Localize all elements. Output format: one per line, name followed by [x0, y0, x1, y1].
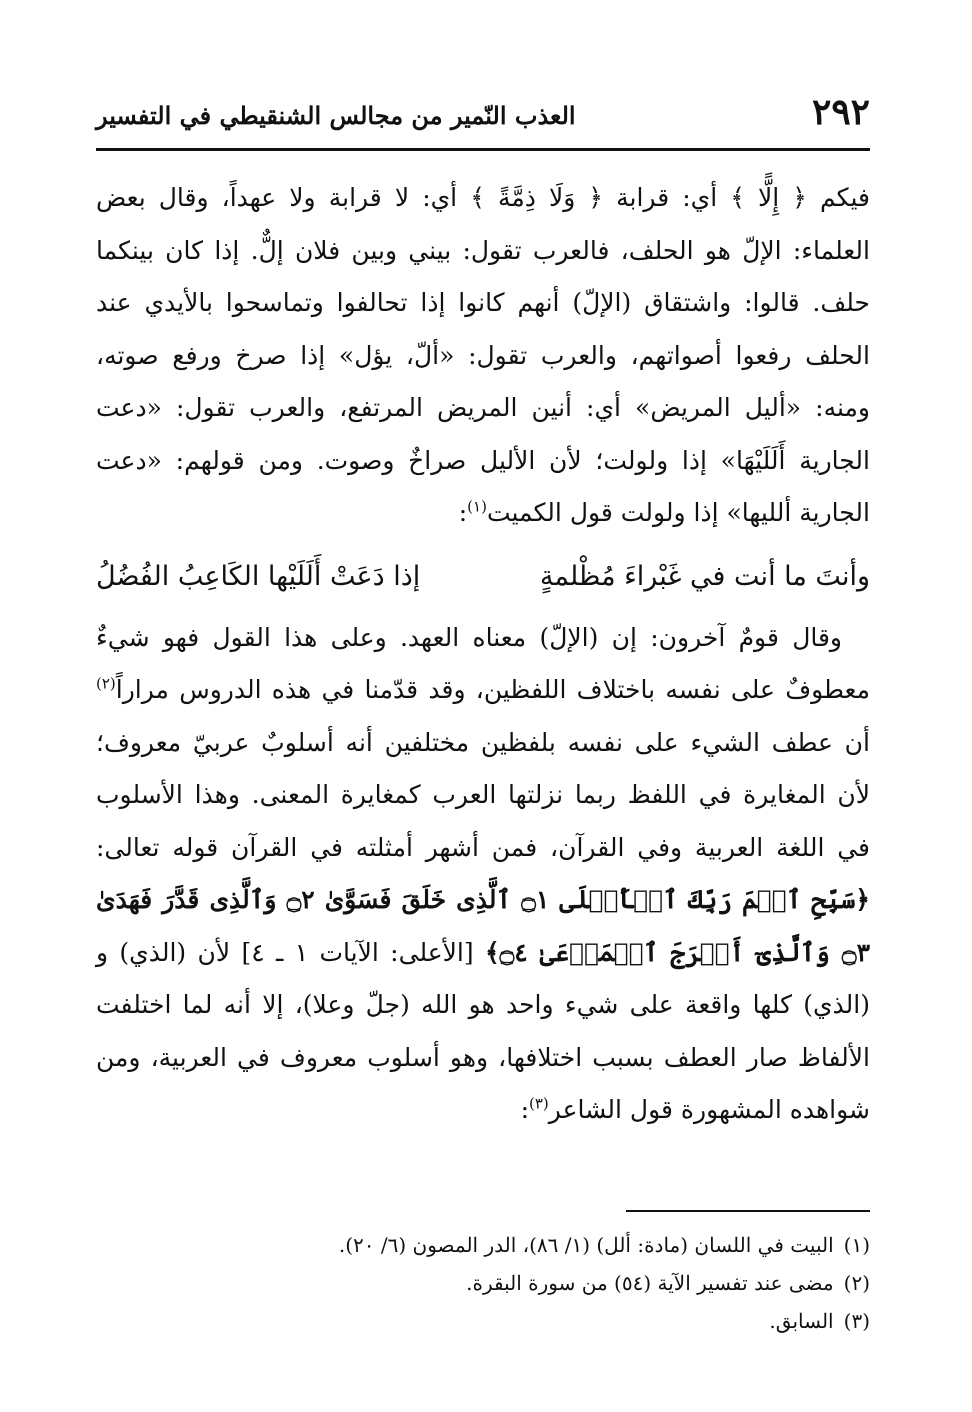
running-title: العذب النّمير من مجالس الشنقيطي في التفسير [96, 101, 576, 130]
footnote-ref-2: (٢) [96, 674, 116, 693]
book-page [96, 88, 870, 1388]
footnote-2 [96, 1264, 870, 1302]
quran-verses: ﴿سَبِّحِ ٱسۡمَ رَبِّكَ ٱلۡأَعۡلَى ۝١ ٱلَّذِى خَلَقَ فَسَوَّىٰ ۝٢ وَٱلَّذِى قَدَّرَ فَهَدَىٰ ۝٣ وَٱلَّذِىٓ أَخۡرَجَ ٱلۡمَرۡعَىٰ ۝٤﴾ [96, 885, 871, 967]
footnote-ref-3: (٣) [529, 1094, 549, 1113]
footnote-divider [626, 1210, 870, 1212]
poem-first-hemistich: وأنتَ ما أنت في غَبْراءَ مُظْلمةٍ [539, 560, 870, 592]
paragraph-1-end: : [458, 498, 468, 527]
paragraph-2-text-c: [الأعلى: الآيات ١ ـ ٤] لأن (الذي) و (الذي) كلها واقعة على شيء واحد هو الله (جلّ وعلا)، إلا أنه لما اختلفت الألفاظ صار العطف بسبب اختلافها، وهو أسلوب معروف في العربية، ومن شواهده المشهورة قول الشاعر [96, 937, 870, 1124]
paragraph-1-text: فيكم ﴿ إِلًّا ﴾ أي: قرابة ﴿ وَلَا ذِمَّةً ﴾ أي: لا قرابة ولا عهداً، وقال بعض العلماء: الإلّ هو الحلف، فالعرب تقول: بيني وبين فلان إلٌّ. إذا كان بينكما حلف. قالوا: واشتقاق (الإلّ) أنهم كانوا إذا تحالفوا وتماسحوا بالأيدي عند الحلف رفعوا أصواتهم، والعرب تقول: «ألّ، يؤل» إذا صرخ ورفع صوته، ومنه: «أليل المريض» أي: أنين المريض المرتفع، والعرب تقول: «دعت الجارية أَلَلَيْهَا» إذا ولولت؛ لأن الأليل صراخٌ وصوت. ومن قولهم: «دعت الجارية ألليها» إذا ولولت قول الكميت [96, 183, 870, 527]
footnote-text: السابق. [769, 1309, 834, 1333]
paragraph-1 [96, 172, 870, 540]
paragraph-2-text-a: وقال قومٌ آخرون: إن (الإلّ) معناه العهد. وعلى هذا القول فهو شيءٌ معطوفٌ على نفسه باختلاف اللفظين، وقد قدّمنا في هذه الدروس مراراً [96, 622, 870, 704]
main-text [96, 172, 870, 1137]
footnote-number: (٢) [843, 1271, 870, 1295]
paragraph-2 [96, 612, 870, 1137]
header-divider [96, 148, 870, 151]
footnote-text: البيت في اللسان (مادة: ألل) (١/ ٨٦)، الدر المصون (٦/ ٢٠). [338, 1233, 834, 1257]
footnote-1 [96, 1226, 870, 1264]
footnotes [96, 1226, 870, 1340]
footnote-3 [96, 1302, 870, 1340]
footnote-ref-1: (١) [467, 497, 487, 516]
paragraph-2-end: : [520, 1095, 529, 1124]
poem-verse [96, 548, 870, 606]
page-number: ٢٩٢ [811, 91, 870, 133]
footnote-text: مضى عند تفسير الآية (٥٤) من سورة البقرة. [466, 1271, 834, 1295]
footnote-number: (١) [843, 1233, 870, 1257]
paragraph-2-text-b: أن عطف الشيء على نفسه بلفظين مختلفين أنه أسلوبٌ عربيّ معروف؛ لأن المغايرة في اللفظ ربما نزلتها العرب كمغايرة المعنى. وهذا الأسلوب في اللغة العربية وفي القرآن، فمن أشهر أمثلته في القرآن قوله تعالى: [96, 727, 870, 862]
page-header [96, 88, 870, 150]
poem-second-hemistich: إذا دَعَتْ أَلَلَيْها الكَاعِبُ الفُضُلُ [96, 560, 421, 592]
footnote-number: (٣) [843, 1309, 870, 1333]
